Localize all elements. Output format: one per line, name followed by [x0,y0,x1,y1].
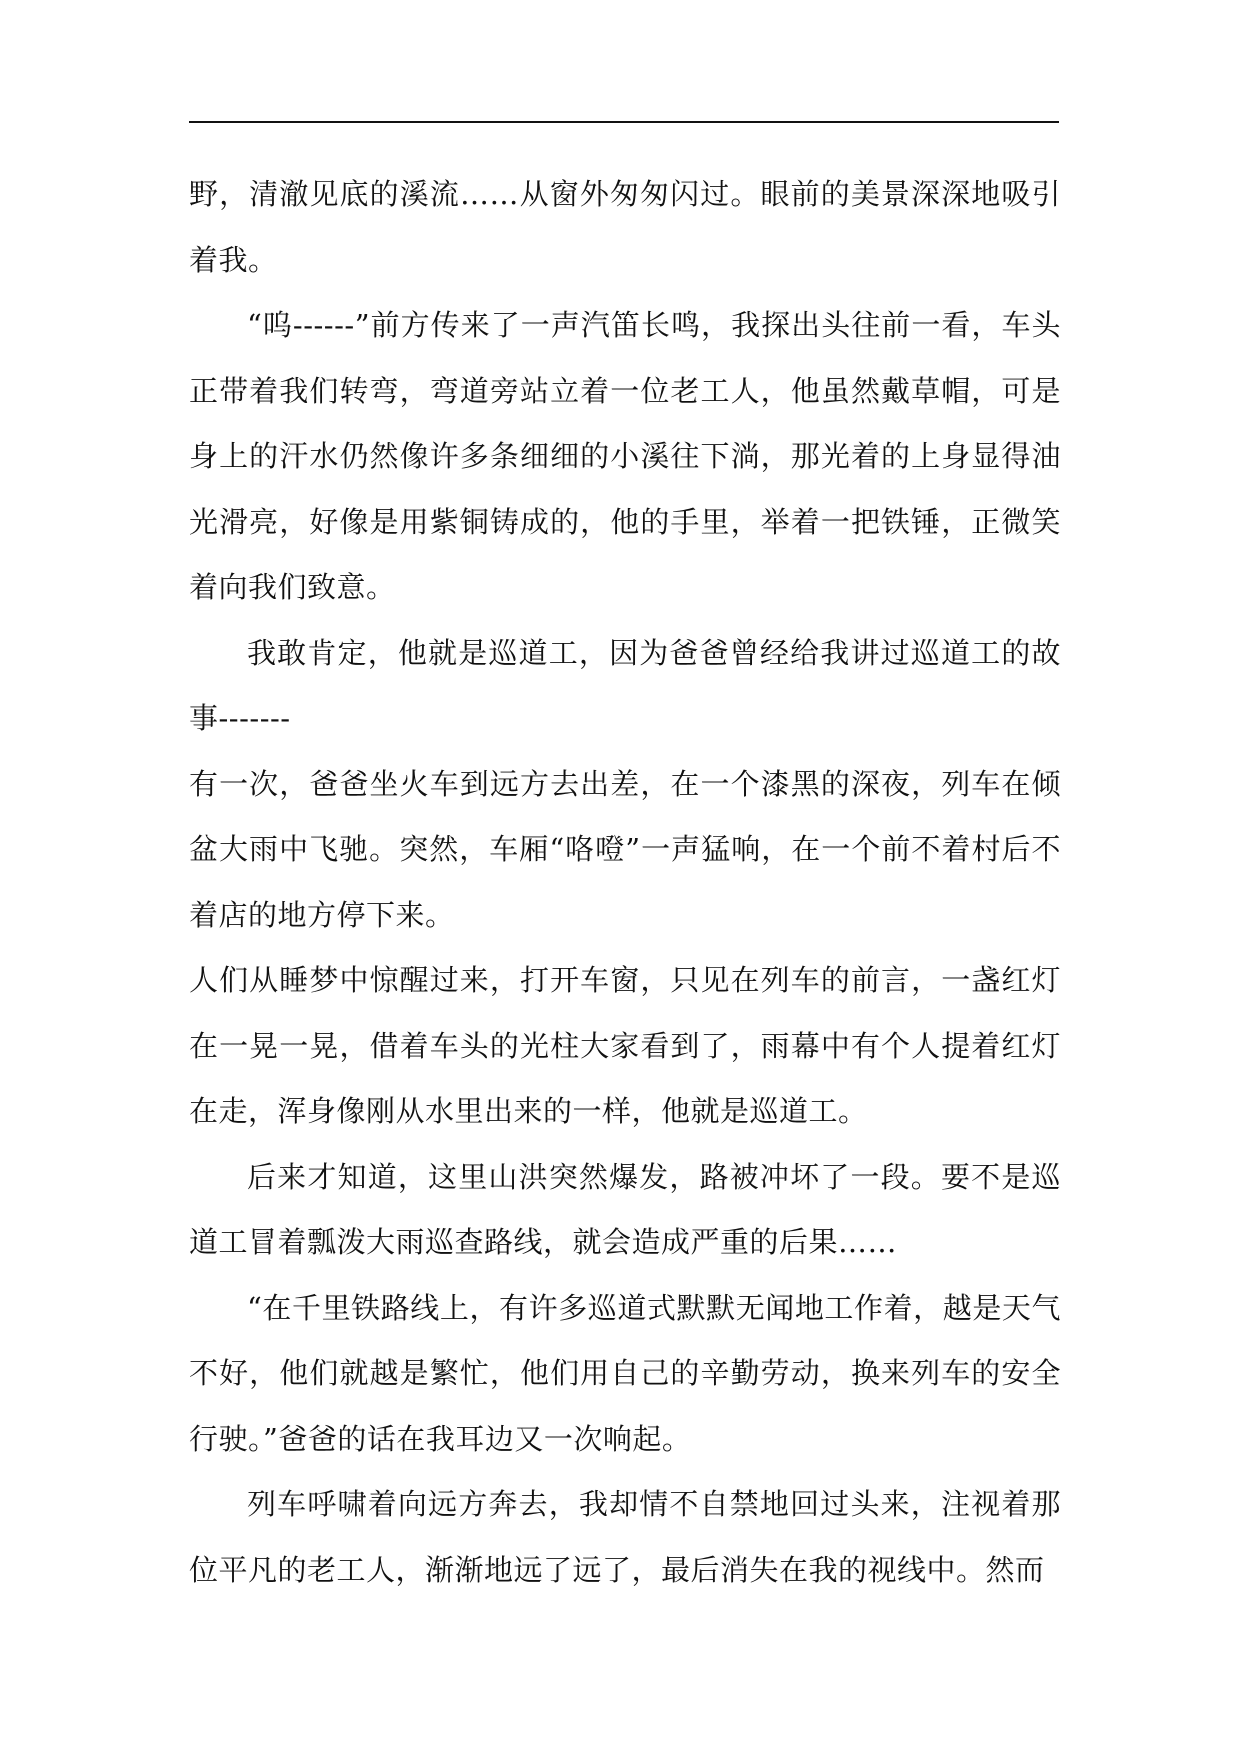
paragraph: 人们从睡梦中惊醒过来，打开车窗，只见在列车的前言，一盏红灯在一晃一晃，借着车头的光柱大家看到了，雨幕中有个人提着红灯在走，浑身像刚从水里出来的一样，他就是巡道工。 [189,963,1061,1128]
paragraph: “呜------”前方传来了一声汽笛长鸣，我探出头往前一看，车头正带着我们转弯，弯道旁站立着一位老工人，他虽然戴草帽，可是身上的汗水仍然像许多条细细的小溪往下淌，那光着的上身显得油光滑亮，好像是用紫铜铸成的，他的手里，举着一把铁锤，正微笑着向我们致意。 [189,308,1061,604]
paragraph: 列车呼啸着向远方奔去，我却情不自禁地回过头来，注视着那位平凡的老工人，渐渐地远了远了，最后消失在我的视线中。然而 [189,1487,1061,1587]
document-body [189,162,1061,1603]
paragraph: 野，清澈见底的溪流……从窗外匆匆闪过。眼前的美景深深地吸引着我。 [189,177,1061,277]
header-rule [189,121,1059,123]
paragraph: 我敢肯定，他就是巡道工，因为爸爸曾经给我讲过巡道工的故事------- [189,635,1061,735]
paragraph: 后来才知道，这里山洪突然爆发，路被冲坏了一段。要不是巡道工冒着瓢泼大雨巡查路线，就会造成严重的后果…… [189,1159,1061,1259]
paragraph: 有一次，爸爸坐火车到远方去出差，在一个漆黑的深夜，列车在倾盆大雨中飞驰。突然，车厢“咯噔”一声猛响，在一个前不着村后不着店的地方停下来。 [189,766,1061,932]
paragraph: “在千里铁路线上，有许多巡道式默默无闻地工作着，越是天气不好，他们就越是繁忙，他们用自己的辛勤劳动，换来列车的安全行驶。”爸爸的话在我耳边又一次响起。 [189,1290,1061,1456]
